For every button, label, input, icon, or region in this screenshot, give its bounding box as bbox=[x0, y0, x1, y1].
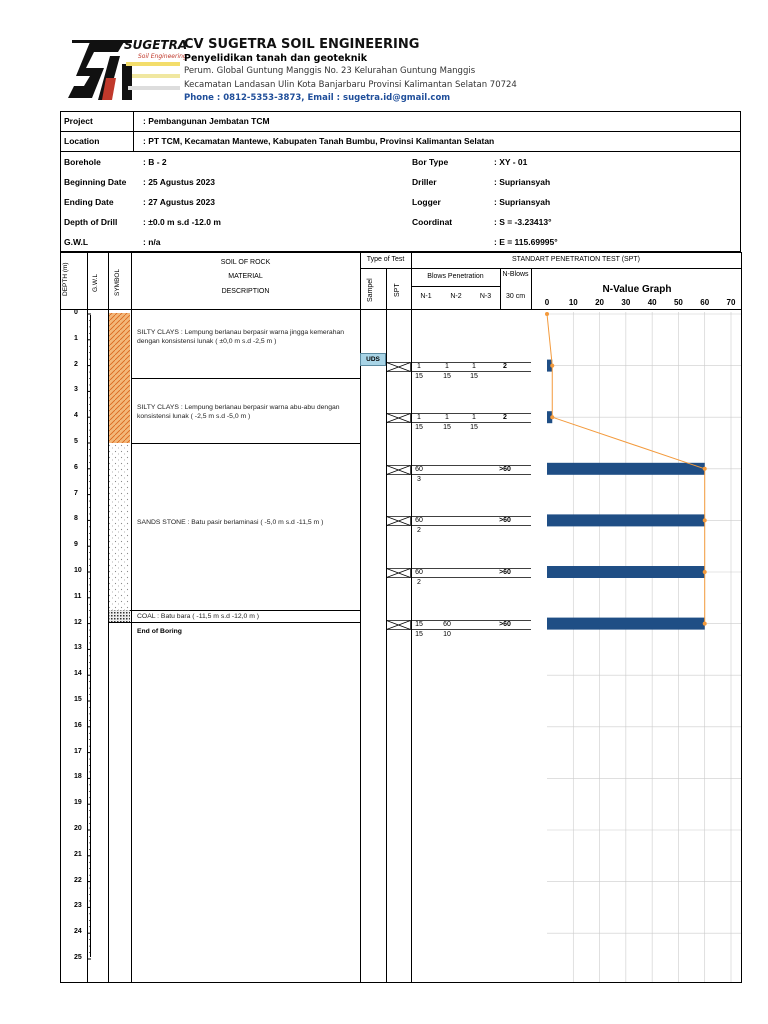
spt-cell-p1: 3 bbox=[417, 475, 421, 483]
spt-cell-p3: 15 bbox=[470, 424, 478, 432]
coordinate-s-value: : S = -3.23413° bbox=[494, 217, 552, 227]
coal-symbol bbox=[109, 610, 130, 622]
uds-sample-badge: UDS bbox=[360, 353, 386, 366]
n-value-chart bbox=[531, 268, 741, 982]
n-value-bar bbox=[547, 463, 705, 475]
x-tick-label: 40 bbox=[647, 298, 657, 307]
blows-penetration-header: Blows Penetration bbox=[427, 273, 484, 280]
gwl-value: : n/a bbox=[143, 237, 161, 247]
30cm-header: 30 cm bbox=[505, 293, 526, 300]
gwl-column-header: G.W.L bbox=[92, 273, 99, 292]
n-value-bar bbox=[547, 514, 705, 526]
depth-label: 13 bbox=[74, 644, 82, 652]
n-value-point bbox=[703, 467, 707, 471]
logo-subtext: Soil Engineering bbox=[138, 53, 187, 60]
depth-label: 2 bbox=[74, 360, 78, 368]
depth-label: 3 bbox=[74, 386, 78, 394]
logger-label: Logger bbox=[412, 197, 441, 207]
coordinate-e-value: : E = 115.69995° bbox=[494, 237, 558, 247]
soil-header-line-1: SOIL OF ROCK bbox=[220, 259, 271, 266]
x-tick-label: 20 bbox=[595, 298, 605, 307]
depth-label: 9 bbox=[74, 541, 78, 549]
n-value-point bbox=[703, 622, 707, 626]
depth-label: 18 bbox=[74, 773, 82, 781]
company-contact: Phone : 0812-5353-3873, Email : sugetra.id@gmail.com bbox=[184, 93, 451, 103]
depth-label: 8 bbox=[74, 515, 78, 523]
silty-clay-symbol bbox=[109, 313, 130, 443]
spt-cell-n1: 15 bbox=[415, 620, 423, 628]
beginning-date-value: : 25 Agustus 2023 bbox=[143, 177, 215, 187]
layer-description: SANDS STONE : Batu pasir berlaminasi ( -5,0 m s.d -11,5 m ) bbox=[137, 519, 324, 526]
spt-column-header: SPT bbox=[394, 283, 401, 297]
depth-label: 17 bbox=[74, 747, 82, 755]
project-label: Project bbox=[64, 116, 93, 126]
depth-label: 11 bbox=[74, 592, 82, 600]
depth-label: 25 bbox=[74, 954, 82, 961]
spt-cell-n: >60 bbox=[499, 620, 511, 628]
depth-label: 24 bbox=[74, 928, 82, 936]
chart-title: N-Value Graph bbox=[602, 284, 672, 295]
spt-cell-p1: 15 bbox=[415, 630, 423, 638]
company-name: CV SUGETRA SOIL ENGINEERING bbox=[184, 37, 420, 52]
n-value-point bbox=[550, 415, 554, 419]
spt-cell-p2: 15 bbox=[443, 424, 451, 432]
spt-cell-n: 2 bbox=[503, 414, 507, 422]
driller-value: : Supriansyah bbox=[494, 177, 551, 187]
n-value-bar bbox=[547, 618, 705, 630]
depth-label: 5 bbox=[74, 438, 78, 445]
depth-label: 21 bbox=[74, 850, 82, 858]
depth-label: 14 bbox=[74, 670, 82, 678]
x-tick-label: 70 bbox=[726, 298, 736, 307]
x-tick-label: 60 bbox=[700, 298, 710, 307]
logo-text: SUGETRA bbox=[124, 38, 188, 52]
spt-cell-n1: 60 bbox=[415, 517, 423, 525]
spt-cell-p2: 15 bbox=[443, 372, 451, 380]
spt-cell-n3: 1 bbox=[472, 414, 476, 422]
company-tagline: Penyelidikan tanah dan geoteknik bbox=[184, 53, 368, 64]
spt-cell-n1: 60 bbox=[415, 465, 423, 473]
spt-cell-p1: 15 bbox=[415, 372, 423, 380]
borehole-label: Borehole bbox=[64, 157, 101, 167]
gwl-label: G.W.L bbox=[64, 237, 89, 247]
depth-label: 1 bbox=[74, 334, 78, 342]
spt-cell-p1: 2 bbox=[417, 579, 421, 586]
ending-date-label: Ending Date bbox=[64, 197, 114, 207]
spt-cell-n1: 60 bbox=[415, 569, 423, 576]
project-value: : Pembangunan Jembatan TCM bbox=[143, 116, 270, 126]
x-tick-label: 50 bbox=[673, 298, 683, 307]
depth-label: 4 bbox=[74, 412, 78, 420]
sandstone-symbol bbox=[109, 443, 130, 610]
coordinate-label: Coordinat bbox=[412, 217, 453, 227]
depth-label: 15 bbox=[74, 696, 82, 703]
depth-of-drill-value: : ±0.0 m s.d -12.0 m bbox=[143, 217, 221, 227]
spt-cell-n2: 60 bbox=[443, 620, 451, 628]
depth-label: 12 bbox=[74, 618, 82, 626]
company-address-line-1: Perum. Global Guntung Manggis No. 23 Kelurahan Guntung Manggis bbox=[184, 66, 476, 76]
location-value: : PT TCM, Kecamatan Mantewe, Kabupaten Tanah Bumbu, Provinsi Kalimantan Selatan bbox=[143, 136, 495, 146]
driller-label: Driller bbox=[412, 177, 437, 187]
logger-value: : Supriansyah bbox=[494, 197, 551, 207]
borehole-value: : B - 2 bbox=[143, 157, 167, 167]
type-of-test-header: Type of Test bbox=[366, 256, 405, 263]
spt-cell-n2: 1 bbox=[445, 362, 449, 370]
symbol-column-header: SYMBOL bbox=[114, 268, 121, 296]
n-value-bar bbox=[547, 566, 705, 578]
depth-of-drill-label: Depth of Drill bbox=[64, 217, 118, 227]
x-tick-label: 0 bbox=[544, 298, 550, 307]
end-of-boring: End of Boring bbox=[137, 628, 182, 635]
layer-description: SILTY CLAYS : Lempung berlanau berpasir warna abu-abu dengan konsistensi lunak ( -2,5 m s.d -5,0 m ) bbox=[137, 404, 340, 420]
spt-cell-n: 2 bbox=[503, 362, 507, 370]
soil-header-line-3: DESCRIPTION bbox=[221, 288, 270, 295]
spt-cell-n: >60 bbox=[499, 465, 511, 473]
bor-type-value: : XY - 01 bbox=[494, 157, 528, 167]
company-address-line-2: Kecamatan Landasan Ulin Kota Banjarbaru Provinsi Kalimantan Selatan 70724 bbox=[184, 80, 517, 90]
bor-type-label: Bor Type bbox=[412, 157, 449, 167]
spt-cell-p2: 10 bbox=[443, 630, 451, 638]
depth-label: 19 bbox=[74, 799, 82, 807]
layer-description: SILTY CLAYS : Lempung berlanau berpasir warna jingga kemerahan dengan konsistensi lunak ( ±0,0 m s.d -2,5 m ) bbox=[137, 329, 345, 345]
spt-section-header: STANDART PENETRATION TEST (SPT) bbox=[512, 256, 640, 263]
depth-label: 0 bbox=[74, 309, 78, 316]
spt-cell-n1: 1 bbox=[417, 362, 421, 370]
sampel-column-header: Sampel bbox=[367, 278, 374, 302]
x-tick-label: 10 bbox=[568, 298, 578, 307]
spt-cell-n2: 1 bbox=[445, 414, 449, 422]
spt-cell-p1: 15 bbox=[415, 424, 423, 432]
depth-label: 6 bbox=[74, 463, 78, 471]
n1-header: N-1 bbox=[420, 293, 432, 300]
n3-header: N-3 bbox=[479, 293, 492, 300]
depth-column-header: DEPTH (m) bbox=[62, 262, 69, 296]
n-value-point bbox=[550, 364, 554, 368]
spt-cell-p1: 2 bbox=[417, 527, 421, 535]
spt-cell-n: >60 bbox=[499, 517, 511, 525]
spt-cell-n1: 1 bbox=[417, 414, 421, 422]
spt-cell-n: >60 bbox=[499, 569, 511, 576]
x-tick-label: 30 bbox=[621, 298, 631, 307]
n-value-point bbox=[703, 518, 707, 522]
depth-label: 23 bbox=[74, 902, 82, 910]
n-blows-header: N-Blows bbox=[502, 271, 529, 278]
spt-cell-n3: 1 bbox=[472, 362, 476, 370]
depth-label: 10 bbox=[74, 567, 82, 574]
spt-cell-p3: 15 bbox=[470, 372, 478, 380]
depth-label: 7 bbox=[74, 489, 78, 497]
depth-label: 22 bbox=[74, 876, 82, 884]
beginning-date-label: Beginning Date bbox=[64, 177, 127, 187]
layer-description: COAL : Batu bara ( -11,5 m s.d -12,0 m ) bbox=[137, 613, 260, 620]
n-value-point bbox=[703, 570, 707, 574]
depth-label: 16 bbox=[74, 721, 82, 729]
n-value-point bbox=[545, 312, 549, 316]
n2-header: N-2 bbox=[450, 293, 462, 300]
ending-date-value: : 27 Agustus 2023 bbox=[143, 197, 215, 207]
location-label: Location bbox=[64, 136, 100, 146]
depth-label: 20 bbox=[74, 825, 82, 832]
soil-header-line-2: MATERIAL bbox=[228, 273, 263, 280]
